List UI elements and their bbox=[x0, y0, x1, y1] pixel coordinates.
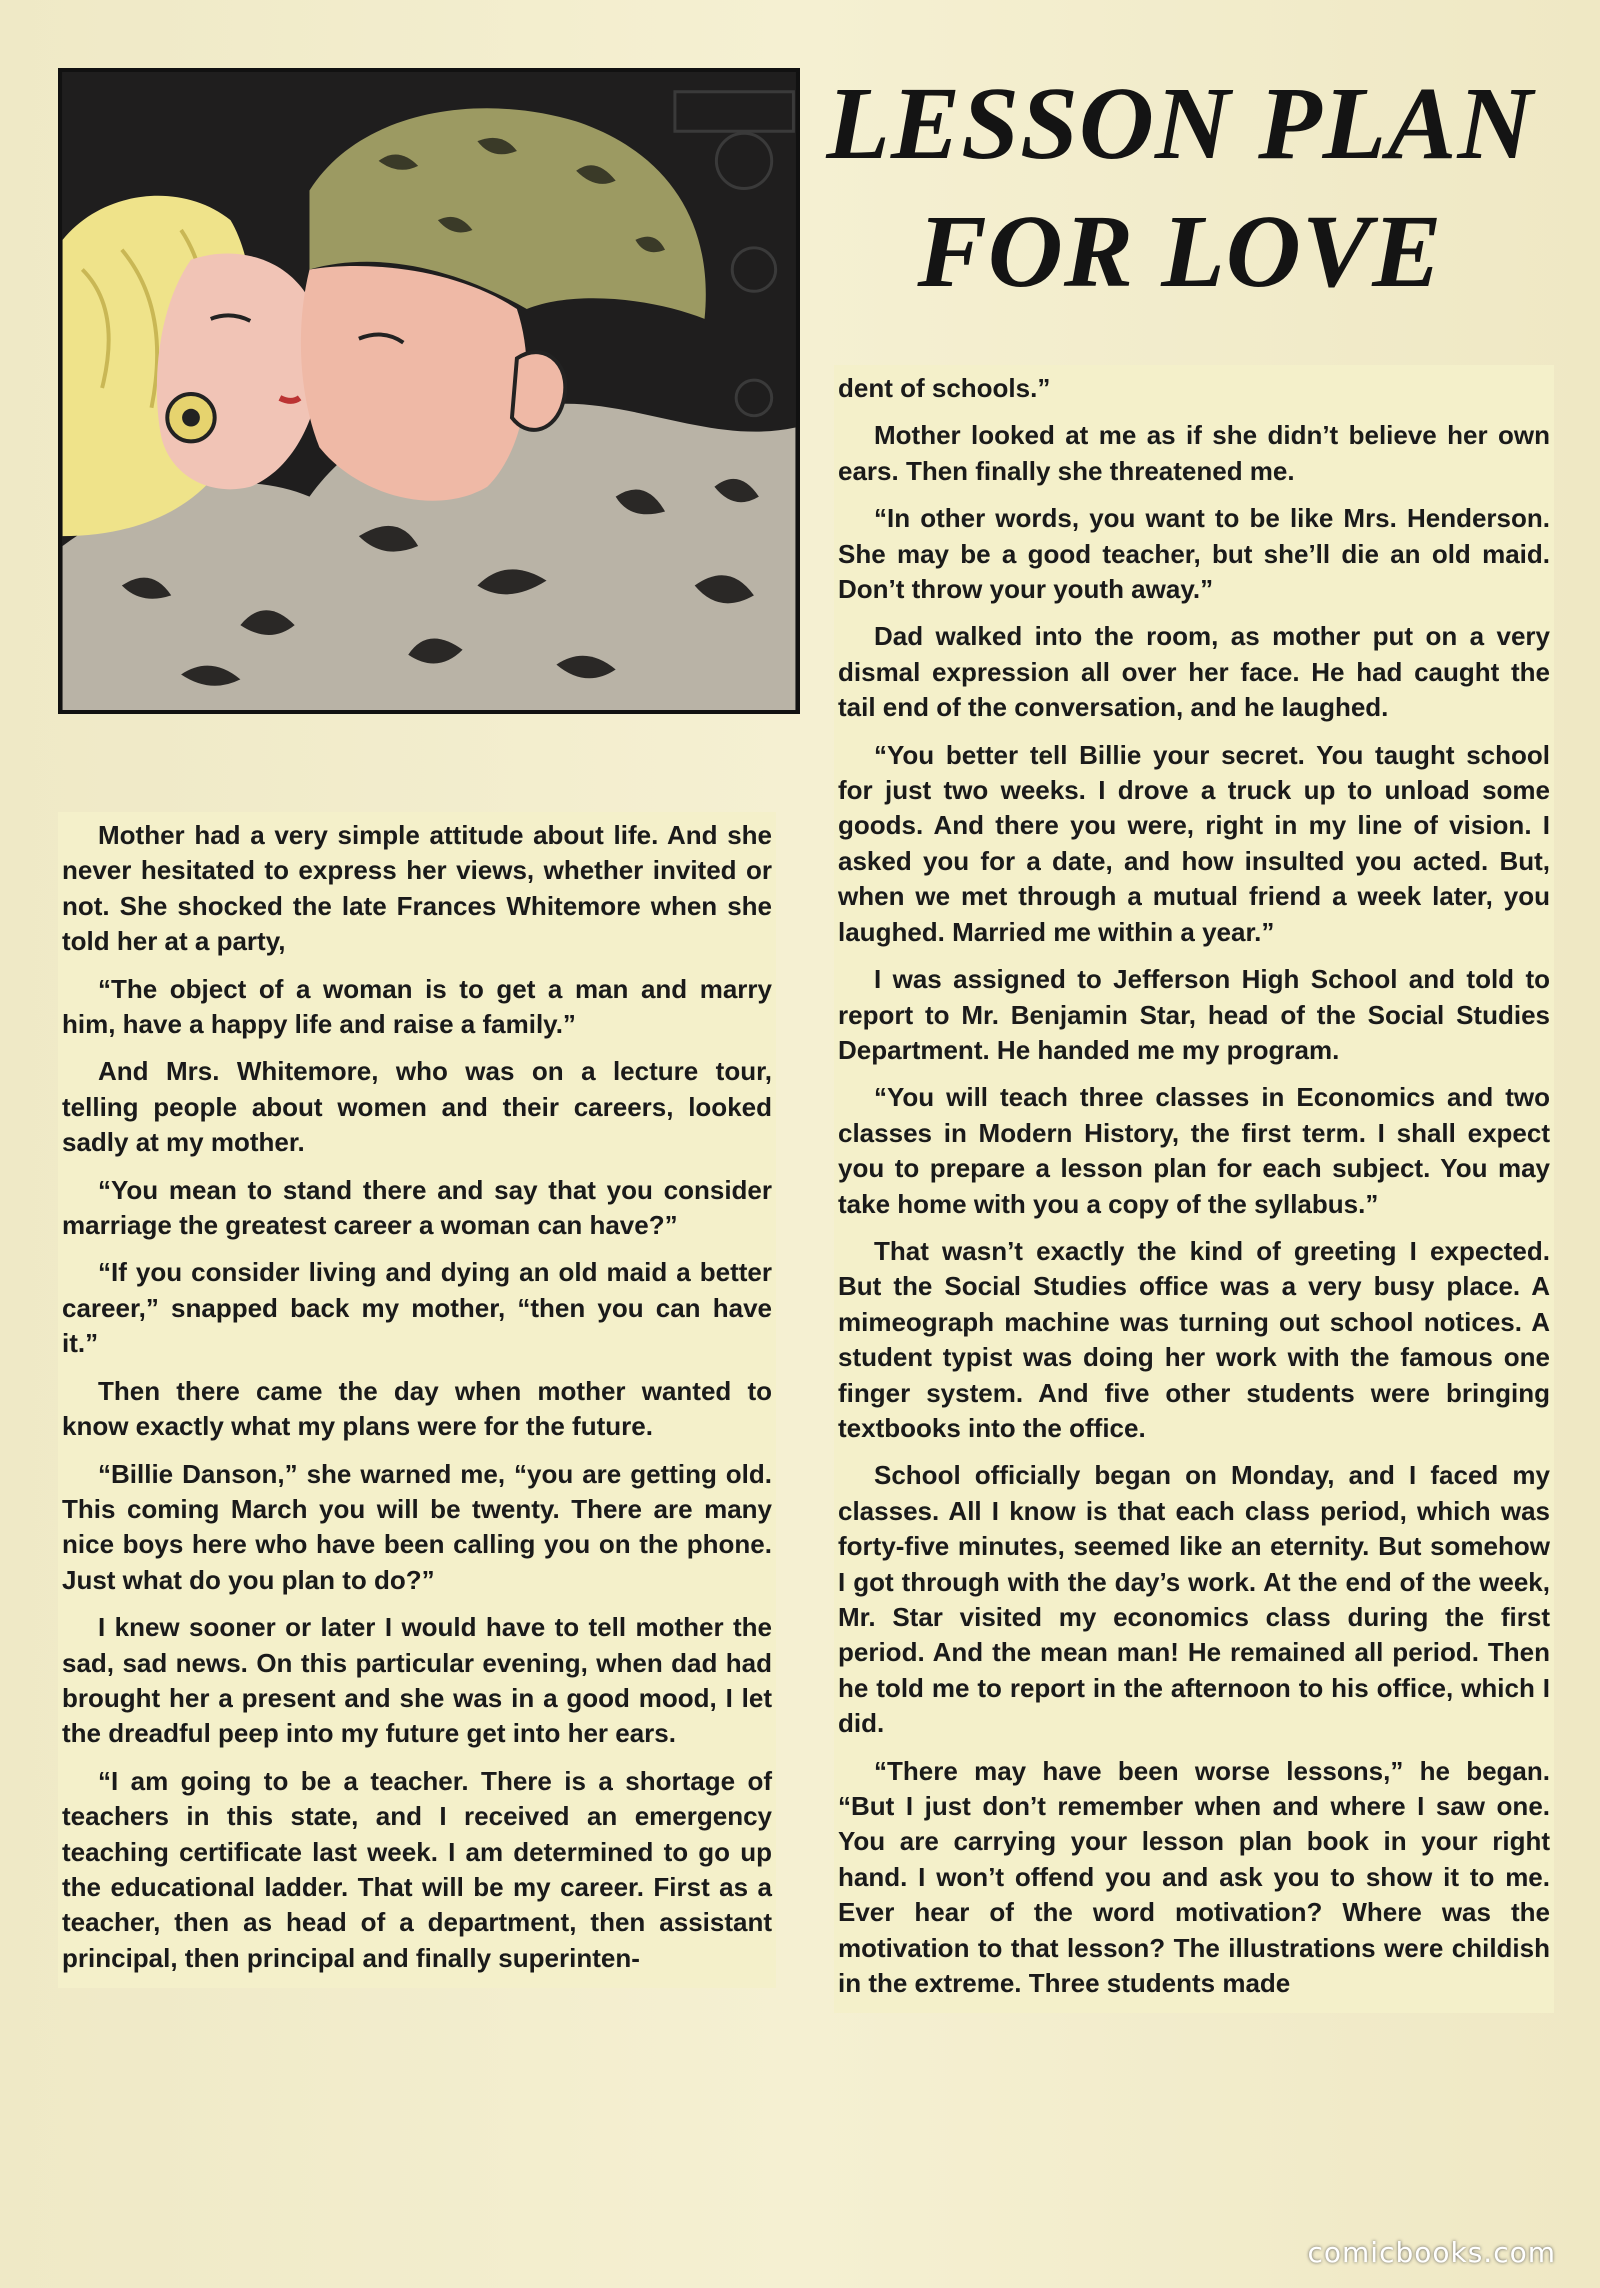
paragraph: “There may have been worse lessons,” he began. “But I just don’t remember when and where I saw one. You are carrying your lesson plan book in your right hand. I won’t offend you and ask you to show it to me. Ever hear of the word motivation? Where was the motivation to that lesson? The illustrations were childish in the extreme. Three students made bbox=[838, 1755, 1550, 1999]
paragraph: That wasn’t exactly the kind of greeting I expected. But the Social Studies office was a very busy place. A mimeograph machine was turning out school notices. A student typist was doing her work with the famous one finger system. And five other students were bringing textbooks into the office. bbox=[838, 1235, 1550, 1443]
paragraph: “If you consider living and dying an old maid a better career,” snapped back my mother, “then you can have it.” bbox=[62, 1257, 772, 1359]
left-text-column bbox=[58, 812, 776, 1988]
story-title bbox=[790, 60, 1570, 316]
paragraph: “Billie Danson,” she warned me, “you are getting old. This coming March you will be twenty. There are many nice boys here who have been calling you on the phone. Just what do you plan to do?” bbox=[62, 1458, 772, 1595]
right-text-column bbox=[834, 365, 1554, 2013]
paragraph: “In other words, you want to be like Mrs. Henderson. She may be a good teacher, but she’ll die an old maid. Don’t throw your youth away.” bbox=[838, 503, 1550, 605]
paragraph: “You will teach three classes in Economics and two classes in Modern History, the first term. I shall expect you to prepare a lesson plan for each subject. You may take home with you a copy of the syllabus.” bbox=[838, 1082, 1550, 1219]
kiss-illustration-panel bbox=[58, 68, 800, 714]
paragraph: “You mean to stand there and say that you consider marriage the greatest career a woman can have?” bbox=[62, 1174, 772, 1241]
paragraph: I knew sooner or later I would have to tell mother the sad, sad news. On this particular evening, when dad had brought her a present and she was in a good mood, I let the dreadful peep into my future get into her ears. bbox=[62, 1612, 772, 1749]
paragraph: I was assigned to Jefferson High School and told to report to Mr. Benjamin Star, head of the Social Studies Department. He handed me my program. bbox=[838, 964, 1550, 1065]
title-line-2: FOR LOVE bbox=[917, 194, 1443, 309]
kiss-illustration bbox=[62, 72, 796, 710]
paragraph: Then there came the day when mother wanted to know exactly what my plans were for the future. bbox=[62, 1375, 772, 1442]
paragraph: School officially began on Monday, and I faced my classes. All I know is that each class period, which was forty-five minutes, seemed like an eternity. But somehow I got through with the day’s work. At the end of the week, Mr. Star visited my economics class during the first period. And the mean man! He remained all period. Then he told me to report in the afternoon to his office, which I did. bbox=[838, 1460, 1550, 1739]
paragraph: And Mrs. Whitemore, who was on a lecture tour, telling people about women and their careers, looked sadly at my mother. bbox=[62, 1056, 772, 1158]
paragraph: “The object of a woman is to get a man and marry him, have a happy life and raise a family.” bbox=[62, 973, 772, 1040]
paragraph-continuation: dent of schools.” bbox=[838, 373, 1051, 403]
paragraph: Dad walked into the room, as mother put on a very dismal expression all over her face. He had caught the tail end of the conversation, and he laughed. bbox=[838, 621, 1550, 723]
paragraph: Mother had a very simple attitude about life. And she never hesitated to express her views, whether invited or not. She shocked the late Frances Whitemore when she told her at a party, bbox=[62, 820, 772, 957]
title-line-1: LESSON PLAN bbox=[826, 66, 1534, 181]
paragraph: “You better tell Billie your secret. You taught school for just two weeks. I drove a truck up to unload some goods. And there you were, right in my line of vision. I asked you for a date, and how insulted you acted. But, when we met through a mutual friend a week later, you laughed. Married me within a year.” bbox=[838, 739, 1550, 947]
site-watermark: comicbooks.com bbox=[1307, 2236, 1556, 2269]
paragraph: Mother looked at me as if she didn’t believe her own ears. Then finally she threatened me. bbox=[838, 420, 1550, 486]
paragraph: “I am going to be a teacher. There is a shortage of teachers in this state, and I received an emergency teaching certificate last week. I am determined to go up the educational ladder. That will be my career. First as a teacher, then as head of a department, then assistant principal, then principal and finally superinten- bbox=[62, 1765, 772, 1973]
